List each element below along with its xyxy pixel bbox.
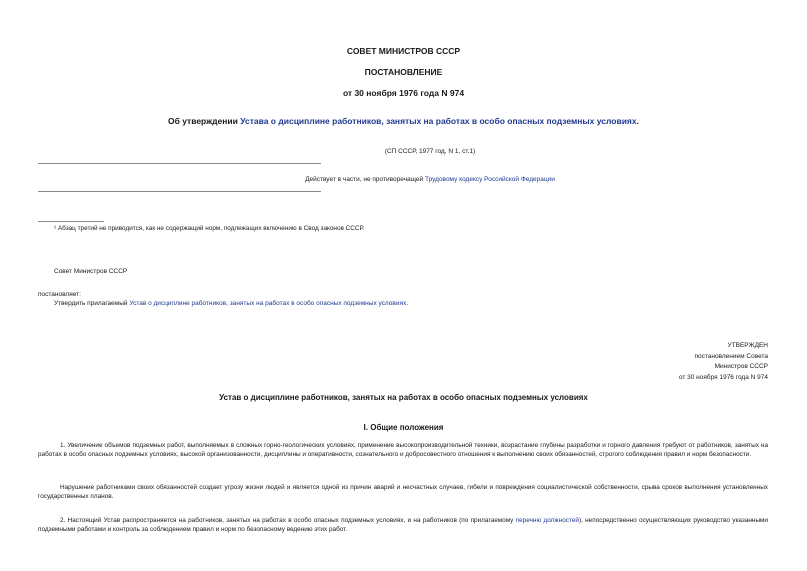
title-suffix: . (636, 116, 639, 126)
approved-by: постановлением Совета (694, 352, 768, 360)
footnote-divider (38, 221, 104, 222)
divider (38, 163, 321, 164)
section-title: I. Общие положения (363, 423, 444, 432)
document-type: ПОСТАНОВЛЕНИЕ (364, 67, 443, 77)
approved-label: УТВЕРЖДЕН (727, 342, 768, 349)
p3-suffix: ), непосредственно осуществляющих руководство указанными подземными работами и контроль за соблюдением правил и норм по безопасному ведению этих работ. (38, 517, 769, 533)
approve-suffix: . (406, 300, 409, 307)
paragraph-1: 1. Увеличение объемов подземных работ, выполняемых в сложных горно-геологических условиях, применение высокопроизводительной техники, возрастание глубины разработки и горного давления требуют от работников, занятых на работах в особо опасных подземных условиях, высокой организованности, дисциплины и оперативности, сознательного и добросовестного отношения к выполнению своих обязанностей, строгого соблюдения правил и норм безопасности. (38, 442, 768, 458)
approve-prefix: Утвердить прилагаемый (54, 300, 130, 307)
paragraph-3 (38, 516, 768, 534)
charter-title: Устав о дисциплине работников, занятых на работах в особо опасных подземных условиях (219, 393, 588, 402)
charter-title-link[interactable]: Устава о дисциплине работников, занятых на работах в особо опасных подземных условиях (240, 116, 637, 126)
resolves-label: постановляет: (38, 291, 81, 298)
approve-clause (54, 300, 408, 307)
document-title (0, 116, 807, 126)
paragraph-2: Нарушение работниками своих обязанностей создает угрозу жизни людей и является одной из причин аварий и несчастных случаев, гибели и повреждения социалистической собственности, срыва сроков выполнения установленных государственных планов. (38, 484, 768, 500)
issuing-body: СОВЕТ МИНИСТРОВ СССР (346, 46, 461, 56)
title-prefix: Об утверждении (168, 116, 241, 126)
approved-date: от 30 ноября 1976 года N 974 (678, 373, 768, 381)
document-date: от 30 ноября 1976 года N 974 (342, 88, 465, 98)
divider (38, 191, 321, 192)
approved-by-body: Министров СССР (714, 363, 768, 370)
publication-source: (СП СССР, 1977 год, N 1, ст.1) (384, 148, 476, 155)
labor-code-link[interactable]: Трудовому кодексу Российской Федерации (424, 176, 555, 183)
p3-prefix: 2. Настоящий Устав распространяется на работников, занятых на работах в особо опасных подземных условиях, и на работников (по прилагаемому (60, 517, 516, 524)
footnote-text: Абзац третий не приводится, как не содержащий норм, подлежащих включению в Свод законов СССР. (56, 225, 365, 232)
approval-stamp (679, 341, 768, 383)
validity-prefix: Действует в части, не противоречащей (305, 176, 425, 183)
charter-link[interactable]: Устав о дисциплине работников, занятых на работах в особо опасных подземных условиях (129, 300, 407, 307)
validity-note (230, 176, 630, 183)
footnote (54, 225, 364, 232)
issuer: Совет Министров СССР (54, 268, 128, 275)
footnote-marker: ¹ (54, 225, 57, 232)
positions-list-link[interactable]: перечню должностей (515, 517, 579, 524)
